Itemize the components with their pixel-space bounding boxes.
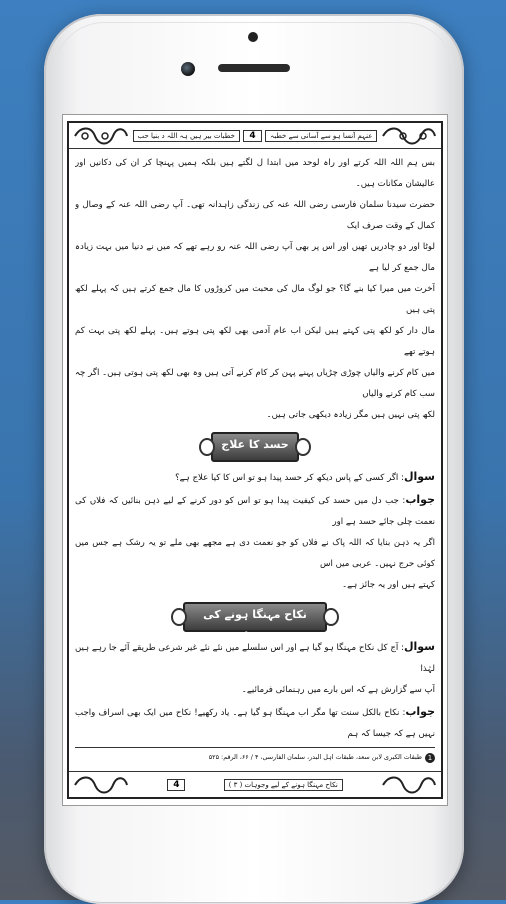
text-line: میں کام کرنے والیاں چوڑی چڑیاں پہنے پہن کر کام کرنے آتی ہیں وہ بھی لکھ پتی ہوتی ہیں۔ اگر چہ سب کام کرنے والیاں xyxy=(75,368,435,399)
text-line: کہتے ہیں اور یہ جائز ہے۔ xyxy=(342,580,435,590)
question-label: سوال xyxy=(403,640,435,653)
footnote-text: طبقات الکبری لابن سعد، طبقات اہل البدر، سلمان الفارسی، ۴ / ۶۶، الرقم: ۵۲۵ xyxy=(208,753,422,761)
text-line: لکھ پتی نہیں ہیں مگر زیادہ دیکھی جاتی ہیں۔ xyxy=(266,410,435,420)
front-sensor xyxy=(248,32,258,42)
page-body xyxy=(75,153,435,767)
footnote-number: 1 xyxy=(425,753,435,763)
footer-page-number: 4 xyxy=(167,779,185,791)
question-text: اگر کسی کے پاس دیکھ کر حسد پیدا ہو تو اس کا کیا علاج ہے؟ xyxy=(175,473,399,483)
text-line: لوٹا اور دو چادریں تھیں اور اس پر بھی آپ رضی اللہ عنہ رو رہے تھے کہ میں نے دنیا میں بہت زیادہ مال جمع کر لیا ہے xyxy=(75,242,435,273)
screen[interactable] xyxy=(62,114,448,806)
text-line: حضرت سیدنا سلمان فارسی رضی اللہ عنہ کی زندگی زاہدانہ تھی۔ آپ رضی اللہ عنہ کے وصال و کمال کے وقت صرف ایک xyxy=(75,200,435,231)
book-page xyxy=(67,121,443,799)
front-camera-icon xyxy=(181,62,195,76)
section-heading-marriage: نکاح مہنگا ہونے کی وجوہات xyxy=(183,602,327,632)
text-line: مال دار کو لکھ پتی کہتے ہیں لیکن اب عام آدمی بھی لکھ پتی ہوتے ہیں۔ پہلے لکھ پتی بہت کم ہوتے تھے xyxy=(75,326,435,357)
question-line: سوال: آج کل نکاح مہنگا ہو گیا ہے اور اس سلسلے میں نئے نئے غیر شرعی طریقے آئے جا رہے ہیں لہٰذا xyxy=(75,640,435,674)
text-line: آخرت میں میرا کیا بنے گا؟ جو لوگ مال کی محبت میں کروڑوں کا مال جمع کرتے ہیں کہ پہلے لکھ پتی ہیں xyxy=(75,284,435,315)
header-page-number: 4 xyxy=(243,130,261,142)
page-header xyxy=(69,123,441,149)
footnotes xyxy=(75,747,435,767)
footer-title: نکاح مہنگا ہونے کے لیے وجوہات ( ۳ ) xyxy=(224,779,343,791)
question-text: آج کل نکاح مہنگا ہو گیا ہے اور اس سلسلے میں نئے نئے غیر شرعی طریقے آئے جا رہے ہیں لہٰذا xyxy=(75,643,435,674)
footnote-text xyxy=(228,765,422,767)
ornament-left-icon xyxy=(73,126,129,146)
phone-frame xyxy=(44,14,464,904)
page-footer xyxy=(69,771,441,797)
answer-line: جواب: جب دل میں حسد کی کیفیت پیدا ہو تو اس کو دور کرنے کے لیے ذہن بنائیں کہ فلاں کی نعمت چلی جائے حسد ہے اور xyxy=(75,493,435,527)
footnote xyxy=(75,750,435,765)
question-line: سوال: اگر کسی کے پاس دیکھ کر حسد پیدا ہو تو اس کا کیا علاج ہے؟ xyxy=(175,470,435,483)
footnote xyxy=(75,765,435,767)
answer-text: نکاح بالکل سنت تھا مگر اب مہنگا ہو گیا ہے۔ یاد رکھیے! نکاح میں ایک بھی اسراف واجب نہیں ہے کہ جیسا کہ ہم xyxy=(75,708,435,739)
answer-label: جواب xyxy=(405,493,435,506)
earpiece-speaker xyxy=(218,64,290,72)
answer-label: جواب xyxy=(405,705,435,718)
header-right-title: عنہم آنسا ہو سے آسانی سے خطبہ xyxy=(265,130,377,142)
section-heading-envy: حسد کا علاج xyxy=(211,432,299,462)
header-left-title: خطبات بیر ہیں ہہ اللہ د بنیا حب xyxy=(133,130,240,142)
ornament-right-icon xyxy=(381,126,437,146)
question-label: سوال xyxy=(403,470,435,483)
ornament-left-icon xyxy=(73,775,129,795)
text-line: اگر یہ ذہن بنایا کہ اللہ پاک نے فلاں کو جو نعمت دی ہے مجھے بھی ملے تو یہ رشک ہے جس میں کوئی حرج نہیں۔ عربی میں اس xyxy=(75,538,435,569)
answer-text: جب دل میں حسد کی کیفیت پیدا ہو تو اس کو دور کرنے کے لیے ذہن بنائیں کہ فلاں کی نعمت چلی جائے حسد ہے اور xyxy=(75,496,435,527)
answer-line: جواب: نکاح بالکل سنت تھا مگر اب مہنگا ہو گیا ہے۔ یاد رکھیے! نکاح میں ایک بھی اسراف واجب نہیں ہے کہ جیسا کہ ہم xyxy=(75,705,435,739)
text-line: بس ہم اللہ اللہ کرتے اور راہ لوحد میں ابتدا ل لگتے ہیں بلکہ ہمیں پہنچا کر ان کی دکانیں اور عالیشان مکانات ہیں۔ xyxy=(75,158,435,189)
ornament-right-icon xyxy=(381,775,437,795)
text-line: آپ سے گزارش ہے کہ اس بارے میں رہنمائی فرمائیے۔ xyxy=(241,685,435,695)
